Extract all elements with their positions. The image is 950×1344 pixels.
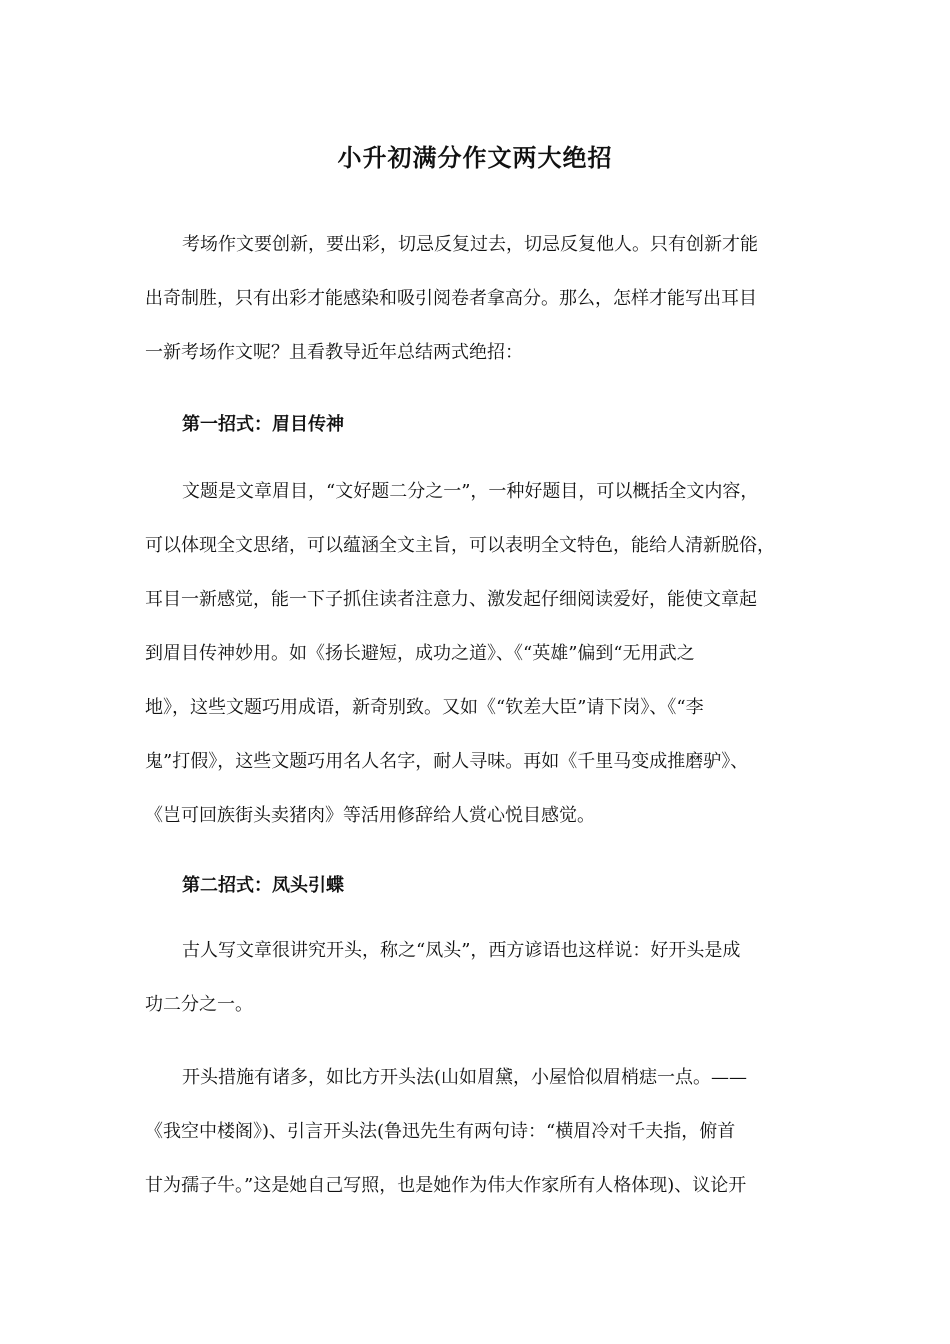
section2-paragraph-2 bbox=[145, 1051, 810, 1213]
section1-heading: 第一招式：眉目传神 bbox=[182, 414, 344, 435]
document-title: 小升初满分作文两大绝招 bbox=[337, 143, 613, 172]
section2-line: 《我空中楼阁》)、引言开头法(鲁迅先生有两句诗：“横眉冷对千夫指，俯首 bbox=[145, 1121, 736, 1142]
section1-line: 鬼”打假》，这些文题巧用名人名字，耐人寻味。再如《千里马变成推磨驴》、 bbox=[145, 751, 749, 772]
section1-paragraph bbox=[145, 465, 810, 843]
section1-line: 到眉目传神妙用。如《扬长避短，成功之道》、《“英雄”偏到“无用武之 bbox=[145, 643, 695, 664]
section2-paragraph-1 bbox=[145, 924, 810, 1032]
section1-line: 耳目一新感觉，能一下子抓住读者注意力、激发起仔细阅读爱好，能使文章起 bbox=[145, 589, 757, 610]
section2-heading: 第二招式：凤头引蝶 bbox=[182, 875, 344, 896]
section1-line: 可以体现全文思绪，可以蕴涵全文主旨，可以表明全文特色，能给人清新脱俗， bbox=[145, 535, 775, 556]
section1-line: 《岂可回族街头卖猪肉》等活用修辞给人赏心悦目感觉。 bbox=[145, 805, 595, 826]
intro-line: 考场作文要创新，要出彩，切忌反复过去，切忌反复他人。只有创新才能 bbox=[182, 234, 758, 255]
section1-line: 文题是文章眉目，“文好题二分之一”，一种好题目，可以概括全文内容， bbox=[182, 481, 759, 502]
section2-line: 开头措施有诸多，如比方开头法(山如眉黛，小屋恰似眉梢痣一点。—— bbox=[182, 1067, 748, 1088]
intro-line: 一新考场作文呢？且看教导近年总结两式绝招： bbox=[145, 342, 523, 363]
intro-line: 出奇制胜，只有出彩才能感染和吸引阅卷者拿高分。那么，怎样才能写出耳目 bbox=[145, 288, 757, 309]
section2-line: 甘为孺子牛。”这是她自己写照，也是她作为伟大作家所有人格体现)、议论开 bbox=[145, 1175, 747, 1196]
section1-line: 地》，这些文题巧用成语，新奇别致。又如《“钦差大臣”请下岗》、《“李 bbox=[145, 697, 704, 718]
section2-line: 古人写文章很讲究开头，称之“凤头”，西方谚语也这样说：好开头是成 bbox=[182, 940, 741, 961]
intro-paragraph bbox=[145, 218, 810, 380]
section2-line: 功二分之一。 bbox=[145, 994, 253, 1015]
